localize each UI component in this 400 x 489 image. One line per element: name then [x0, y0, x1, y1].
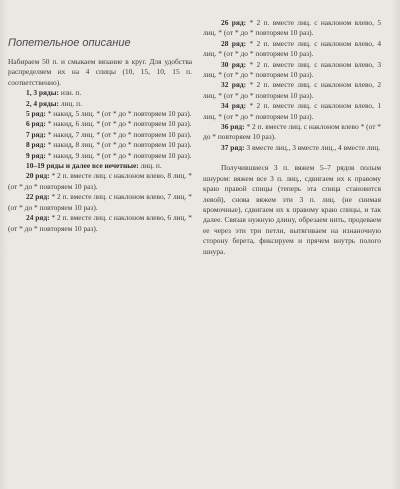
row-label: 10–19 ряды и далее все нечетные:: [26, 161, 139, 171]
row-text: * 2 п. вместе лиц. с наклоном влево, 3 лиц. * (от * до * повторяем 10 раз).: [203, 59, 382, 80]
row-instruction: [203, 122, 381, 143]
row-label: 30 ряд:: [221, 59, 247, 69]
row-instruction: [8, 119, 192, 129]
row-label: 7 ряд:: [26, 129, 46, 139]
row-instruction: [8, 213, 192, 234]
row-text: * накид, 6 лиц. * (от * до * повторяем 10 раз).: [45, 119, 192, 129]
row-instruction: [203, 143, 381, 153]
paragraph-text: Набираем 50 п. и смыкаем вязание в круг. Для удобства распределяем их на 4 спицы (10, 15, 10, 15 п. соответственно).: [8, 57, 192, 87]
row-instruction: [8, 130, 192, 140]
row-instruction: [203, 80, 381, 101]
paragraph-text: Получившиеся 3 п. вяжем 5–7 рядов полым шнуром: вяжем все 3 п. лиц., сдвигаем их к правому краю правой спицы (теперь эта спица становится левой), снова вяжем эти 3 п. лиц. (не снимая кромочные), сдвигаем их к правому краю спицы, и так далее. Связав нужную длину, обрезаем нить, продеваем ее через эти три петли, вытягиваем на изнаночную сторону берета, фиксируем и прячем внутрь полого шнура.: [203, 163, 381, 256]
row-label: 28 ряд:: [221, 38, 247, 48]
row-label: 37 ряд:: [221, 142, 245, 152]
row-text: * 2 п. вместе лиц. с наклоном влево, 7 лиц. * (от * до * повторяем 10 раз).: [8, 192, 192, 212]
row-text: * накид, 9 лиц. * (от * до * повторяем 10 раз).: [45, 150, 192, 160]
row-label: 2, 4 ряды:: [26, 98, 60, 108]
row-text: * 2 п. вместе лиц. с наклоном влево, 1 лиц. * (от * до * повторяем 10 раз).: [203, 101, 382, 121]
row-instruction: [8, 171, 192, 192]
section-heading: Попетельное описание: [8, 37, 131, 49]
right-column: [203, 18, 381, 257]
row-label: 36 ряд:: [221, 122, 245, 132]
row-label: 32 ряд:: [221, 80, 247, 90]
row-text: * 2 п. вместе лиц. с наклоном влево, 5 лиц. * (от * до * повторяем 10 раз).: [203, 18, 382, 38]
closing-paragraph: [203, 163, 381, 257]
row-instruction: [203, 60, 381, 81]
row-instruction: [8, 140, 192, 150]
row-label: 26 ряд:: [221, 18, 247, 27]
row-instruction: [8, 151, 192, 161]
row-instruction: [8, 109, 192, 119]
row-label: 20 ряд:: [26, 171, 50, 181]
row-label: 34 ряд:: [221, 101, 247, 111]
row-text: 3 вместе лиц., 3 вместе лиц., 4 вместе лиц.: [244, 142, 381, 152]
row-text: * 2 п. вместе лиц. с наклоном влево, 8 лиц. * (от * до * повторяем 10 раз).: [8, 171, 192, 191]
row-text: * 2 п. вместе лиц. с наклоном влево, 2 лиц. * (от * до * повторяем 10 раз).: [203, 80, 382, 100]
row-instruction: [8, 88, 192, 98]
row-label: 1, 3 ряды:: [26, 88, 60, 98]
left-column: [8, 57, 192, 234]
row-label: 22 ряд:: [26, 192, 50, 202]
row-text: * 2 п. вместе лиц. с наклоном влево * (от * до * повторяем 10 раз).: [203, 122, 382, 142]
row-instruction: [8, 99, 192, 109]
row-text: * 2 п. вместе лиц. с наклоном влево, 6 лиц. * (от * до * повторяем 10 раз).: [8, 213, 192, 233]
row-instruction: [203, 39, 381, 60]
intro-paragraph: [8, 57, 192, 88]
row-label: 5 ряд:: [26, 109, 46, 119]
row-text: * накид, 5 лиц. * (от * до * повторяем 10 раз).: [45, 109, 192, 119]
row-text: изн. п.: [59, 88, 82, 98]
row-instruction: [203, 18, 381, 39]
row-text: лиц. п.: [138, 161, 162, 171]
row-label: 6 ряд:: [26, 119, 46, 129]
row-text: * накид, 7 лиц. * (от * до * повторяем 10 раз).: [45, 129, 192, 139]
row-label: 9 ряд:: [26, 150, 46, 160]
row-text: * накид, 8 лиц. * (от * до * повторяем 10 раз).: [45, 140, 192, 150]
row-label: 8 ряд:: [26, 140, 46, 150]
row-text: лиц. п.: [59, 98, 82, 108]
row-text: * 2 п. вместе лиц. с наклоном влево, 4 лиц. * (от * до * повторяем 10 раз).: [203, 38, 382, 59]
row-label: 24 ряд:: [26, 213, 50, 223]
row-instruction: [8, 192, 192, 213]
row-instruction: [8, 161, 192, 171]
row-instruction: [203, 101, 381, 122]
